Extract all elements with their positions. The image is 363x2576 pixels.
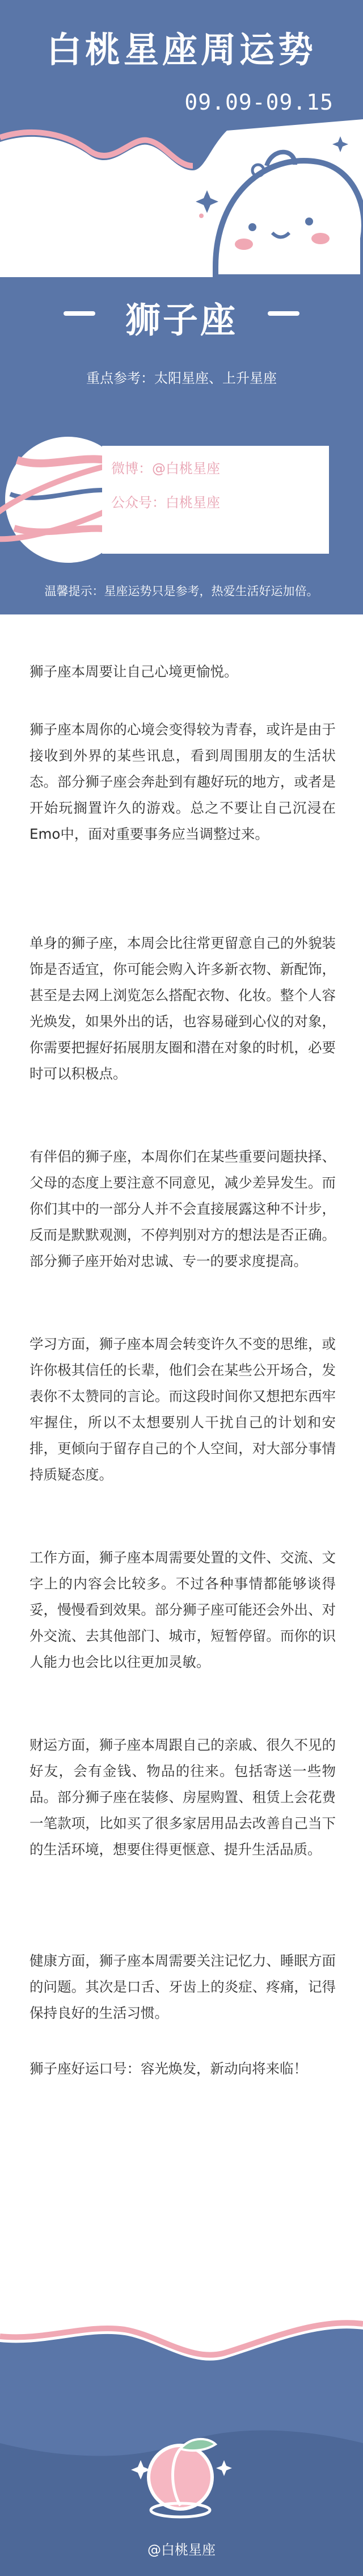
footer — [0, 2290, 363, 2576]
sign-dash-right — [268, 311, 299, 316]
page-title: 白桃星座周运势 — [46, 29, 316, 70]
tip-text: 温馨提示：星座运势只是参考，热爱生活好运加倍。 — [44, 584, 319, 598]
paragraph-work: 工作方面，狮子座本周需要处置的文件、交流、文字上的内容会比较多。不过各种事情都能够谈得妥，慢慢看到效果。部分狮子座可能还会外出、对外交流、去其他部门、城市，短暂停留。而你的识人能力也会比以往更加灵敏。 — [29, 1549, 336, 1670]
paragraph-single: 单身的狮子座，本周会比往常更留意自己的外貌装饰是否适宜，你可能会购入许多新衣物、新配饰，甚至是去网上浏览怎么搭配衣物、化妆。整个人容光焕发，如果外出的话，也容易碰到心仪的对象，你需要把握好拓展朋友圈和潜在对象的时机，必要时可以积极点。 — [29, 935, 336, 1082]
key-reference: 重点参考：太阳星座、上升星座 — [86, 370, 277, 386]
paragraph-wealth: 财运方面，狮子座本周跟自己的亲戚、很久不见的好友，会有金钱、物品的往来。包括寄送一些物品。部分狮子座在装修、房屋购置、租赁上会花费一笔款项，比如买了很多家居用品去改善自己当下的生活环境，想要住得更惬意、提升生活品质。 — [29, 1737, 336, 1858]
paragraph-overall: 狮子座本周你的心境会变得较为青春，或许是由于接收到外界的某些讯息，看到周围朋友的生活状态。部分狮子座会奔赴到有趣好玩的地方，或者是开始玩搁置许久的游戏。总之不要让自己沉浸在Emo中，面对重要事务应当调整过来。 — [29, 721, 336, 842]
footer-decoration — [0, 2290, 363, 2576]
paragraph-study: 学习方面，狮子座本周会转变许久不变的思维，或许你极其信任的长辈，他们会在某些公开场合，发表你不太赞同的言论。而这段时间你又想把东西牢牢握住，所以不太想要别人干扰自己的计划和安排，更倾向于留存自己的个人空间，对大部分事情持质疑态度。 — [29, 1336, 336, 1483]
paragraph-slogan: 狮子座好运口号：容光焕发，新动向将来临！ — [29, 2060, 307, 2077]
date-range: 09.09-09.15 — [184, 90, 334, 115]
paragraph-couple: 有伴侣的狮子座，本周你们在某些重要问题抉择、父母的态度上要注意不同意见，减少差异发生。而你们其中的一部分人并不会直接展露这种不计步，反而是默默观测，不停判别对方的想法是否正确。部分狮子座开始对忠诚、专一的要求度提高。 — [29, 1148, 336, 1269]
gongzhonghao-handle: 公众号：白桃星座 — [111, 495, 220, 511]
paragraph-intro: 狮子座本周要让自己心境更愉悦。 — [29, 663, 238, 680]
footer-brand: @白桃星座 — [147, 2542, 216, 2558]
sign-title: 狮子座 — [125, 299, 238, 341]
paragraph-health: 健康方面，狮子座本周需要关注记忆力、睡眠方面的问题。其次是口舌、牙齿上的炎症、疼痛，记得保持良好的生活习惯。 — [29, 1952, 336, 2021]
weibo-handle: 微博：@白桃星座 — [111, 461, 220, 476]
